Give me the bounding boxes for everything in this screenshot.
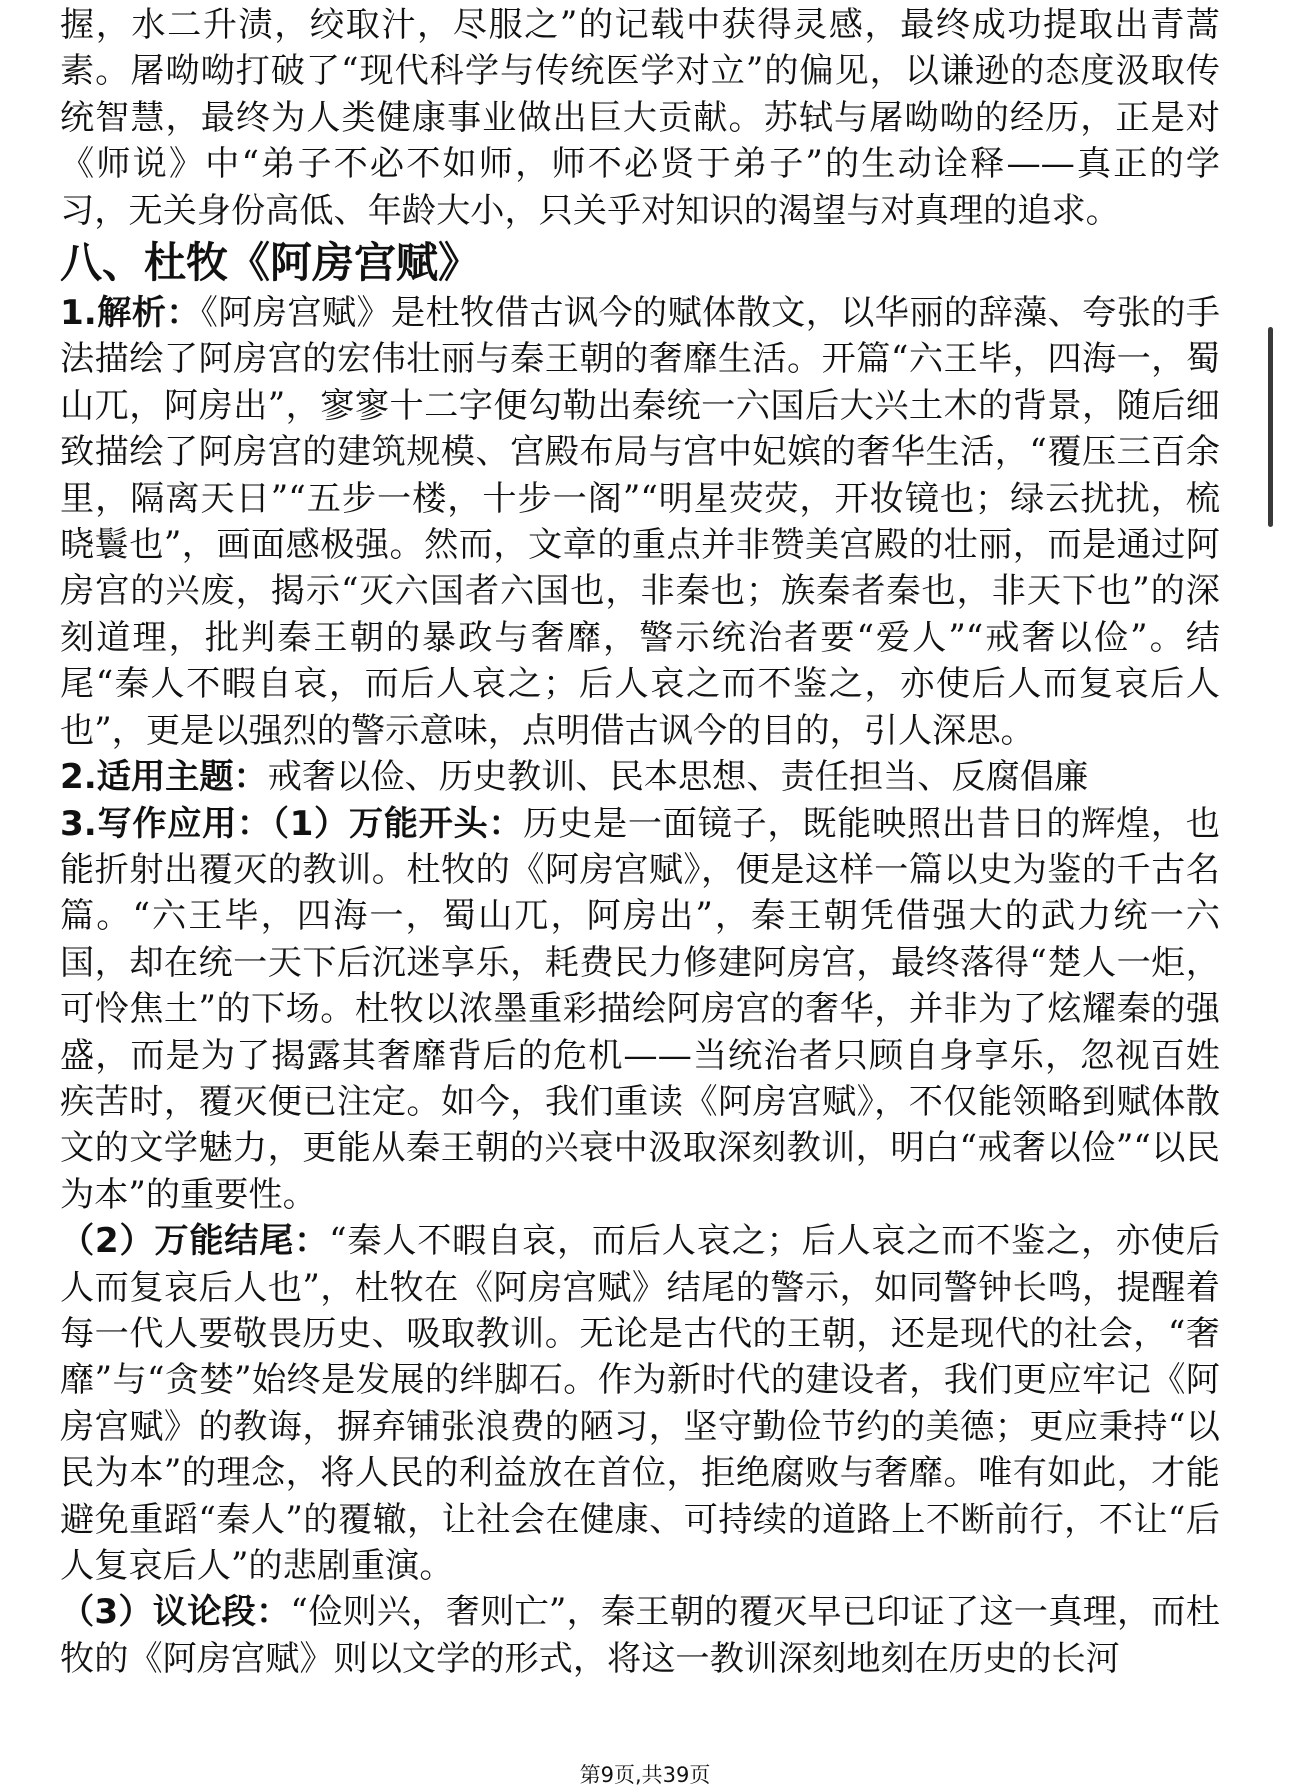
writing-argument-paragraph xyxy=(60,1589,1220,1682)
argument-label: （3）议论段： xyxy=(60,1592,291,1633)
themes-paragraph xyxy=(60,754,1220,800)
themes-label: 2.适用主题： xyxy=(60,757,268,798)
section-title: 八、杜牧《阿房宫赋》 xyxy=(60,238,481,288)
themes-text: 戒奢以俭、历史教训、民本思想、责任担当、反腐倡廉 xyxy=(267,757,1089,798)
ending-text: “秦人不暇自哀，而后人哀之；后人哀之而不鉴之，亦使后人而复哀后人也”，杜牧在《阿房宫赋》结尾的警示，如同警钟长鸣，提醒着每一代人要敬畏历史、吸取教训。无论是古代的王朝，还是现代的社会，“奢靡”与“贪婪”始终是发展的绊脚石。作为新时代的建设者，我们更应牢记《阿房宫赋》的教诲，摒弃铺张浪费的陋习，坚守勤俭节约的美德；更应秉持“以民为本”的理念，将人民的利益放在首位，拒绝腐败与奢靡。唯有如此，才能避免重蹈“秦人”的覆辙，让社会在健康、可持续的道路上不断前行，不让“后人复哀后人”的悲剧重演。 xyxy=(60,1221,1220,1586)
analysis-paragraph xyxy=(60,290,1220,754)
ending-label: （2）万能结尾： xyxy=(60,1221,330,1262)
scrollbar-thumb[interactable] xyxy=(1268,327,1273,527)
writing-ending-paragraph xyxy=(60,1218,1220,1589)
writing-label: 3.写作应用： xyxy=(60,803,272,844)
writing-opening-paragraph xyxy=(60,801,1220,1219)
page-number-footer: 第9页,共39页 xyxy=(579,1763,711,1787)
analysis-text: 《阿房宫赋》是杜牧借古讽今的赋体散文，以华丽的辞藻、夸张的手法描绘了阿房宫的宏伟壮丽与秦王朝的奢靡生活。开篇“六王毕，四海一，蜀山兀，阿房出”，寥寥十二字便勾勒出秦统一六国后大兴土木的背景，随后细致描绘了阿房宫的建筑规模、宫殿布局与宫中妃嫔的奢华生活，“覆压三百余里，隔离天日”“五步一楼，十步一阁”“明星荧荧，开妆镜也；绿云扰扰，梳晓鬟也”，画面感极强。然而，文章的重点并非赞美宫殿的壮丽，而是通过阿房宫的兴废，揭示“灭六国者六国也，非秦也；族秦者秦也，非天下也”的深刻道理，批判秦王朝的暴政与奢靡，警示统治者要“爱人”“戒奢以俭”。结尾“秦人不暇自哀，而后人哀之；后人哀之而不鉴之，亦使后人而复哀后人也”，更是以强烈的警示意味，点明借古讽今的目的，引人深思。 xyxy=(60,293,1220,751)
opening-label: （1）万能开头： xyxy=(271,803,524,844)
opening-text: 历史是一面镜子，既能映照出昔日的辉煌，也能折射出覆灭的教训。杜牧的《阿房宫赋》，便是这样一篇以史为鉴的千古名篇。“六王毕，四海一，蜀山兀，阿房出”，秦王朝凭借强大的武力统一六国，却在统一天下后沉迷享乐，耗费民力修建阿房宫，最终落得“楚人一炬，可怜焦土”的下场。杜牧以浓墨重彩描绘阿房宫的奢华，并非为了炫耀秦的强盛，而是为了揭露其奢靡背后的危机——当统治者只顾自身享乐，忽视百姓疾苦时，覆灭便已注定。如今，我们重读《阿房宫赋》，不仅能领略到赋体散文的文学魅力，更能从秦王朝的兴衰中汲取深刻教训，明白“戒奢以俭”“以民为本”的重要性。 xyxy=(60,803,1220,1215)
document-page xyxy=(60,2,1220,1682)
intro-paragraph: 握，水二升渍，绞取汁，尽服之”的记载中获得灵感，最终成功提取出青蒿素。屠呦呦打破了“现代科学与传统医学对立”的偏见，以谦逊的态度汲取传统智慧，最终为人类健康事业做出巨大贡献。苏轼与屠呦呦的经历，正是对《师说》中“弟子不必不如师，师不必贤于弟子”的生动诠释——真正的学习，无关身份高低、年龄大小，只关乎对知识的渴望与对真理的追求。 xyxy=(60,5,1220,231)
argument-text: “俭则兴，奢则亡”，秦王朝的覆灭早已印证了这一真理，而杜牧的《阿房宫赋》则以文学的形式，将这一教训深刻地刻在历史的长河 xyxy=(60,1592,1220,1679)
analysis-label: 1.解析： xyxy=(60,293,201,334)
